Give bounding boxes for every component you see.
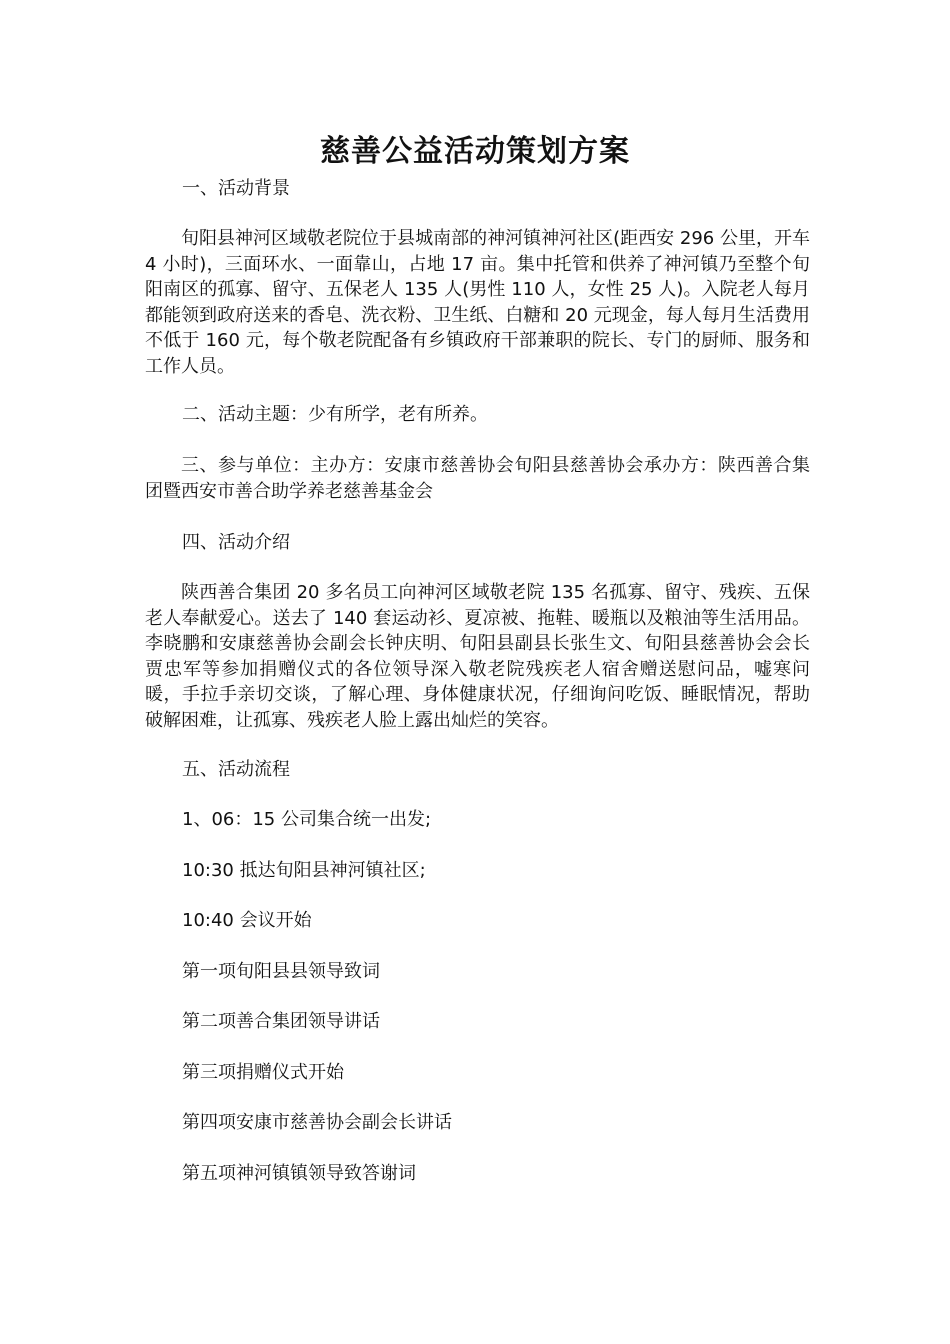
section-heading-background: 一、活动背景 [182, 178, 290, 199]
section-theme: 二、活动主题：少有所学，老有所养。 [182, 404, 488, 425]
schedule-item: 10:40 会议开始 [182, 910, 312, 931]
schedule-item: 1、06：15 公司集合统一出发; [182, 809, 432, 830]
schedule-item: 第四项安康市慈善协会副会长讲话 [182, 1112, 452, 1133]
section-participants: 三、参与单位：主办方：安康市慈善协会旬阳县慈善协会承办方：陕西善合集团暨西安市善合助学养老慈善基金会 [145, 455, 810, 502]
schedule-item: 第二项善合集团领导讲话 [182, 1011, 380, 1032]
schedule-item: 10:30 抵达旬阳县神河镇社区; [182, 860, 426, 881]
schedule-item: 第一项旬阳县县领导致词 [182, 961, 380, 982]
document-title: 慈善公益活动策划方案 [320, 134, 630, 169]
paragraph-introduction: 陕西善合集团 20 多名员工向神河区域敬老院 135 名孤寡、留守、残疾、五保老人奉献爱心。送去了 140 套运动衫、夏凉被、拖鞋、暖瓶以及粮油等生活用品。李晓鹏和安康慈善协会副会长钟庆明、旬阳县副县长张生文、旬阳县慈善协会会长贾忠军等参加捐赠仪式的各位领导深入敬老院残疾老人宿舍赠送慰问品，嘘寒问暖，手拉手亲切交谈，了解心理、身体健康状况，仔细询问吃饭、睡眠情况，帮助破解困难，让孤寡、残疾老人脸上露出灿烂的笑容。 [145, 582, 810, 731]
section-heading-introduction: 四、活动介绍 [182, 532, 290, 553]
section-heading-schedule: 五、活动流程 [182, 759, 290, 780]
schedule-item: 第五项神河镇镇领导致答谢词 [182, 1163, 416, 1184]
paragraph-background: 旬阳县神河区域敬老院位于县城南部的神河镇神河社区(距西安 296 公里，开车 4 小时)，三面环水、一面靠山，占地 17 亩。集中托管和供养了神河镇乃至整个旬阳南区的孤寡、留守、五保老人 135 人(男性 110 人，女性 25 人)。入院老人每月都能领到政府送来的香皂、洗衣粉、卫生纸、白糖和 20 元现金，每人每月生活费用不低于 160 元，每个敬老院配备有乡镇政府干部兼职的院长、专门的厨师、服务和工作人员。 [145, 228, 810, 377]
schedule-item: 第三项捐赠仪式开始 [182, 1062, 344, 1083]
